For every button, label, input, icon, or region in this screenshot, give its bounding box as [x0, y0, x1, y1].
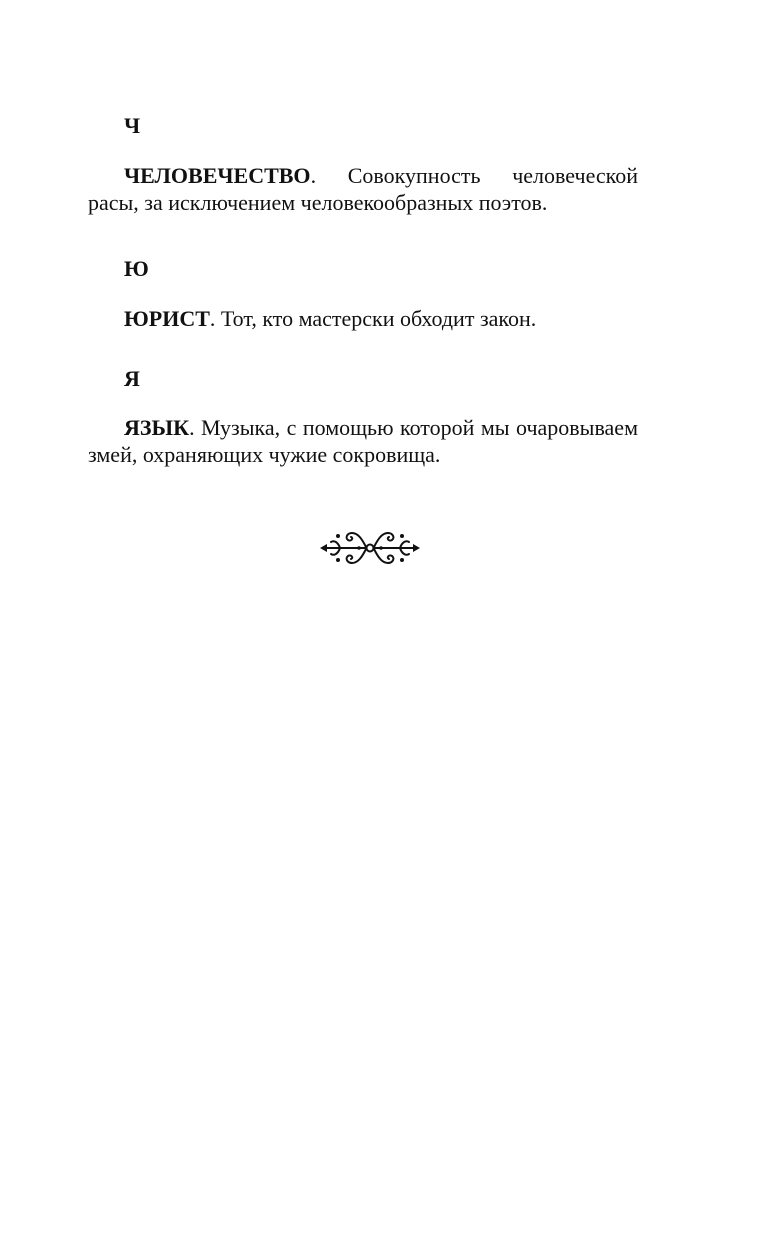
- dictionary-entry-chelovechestvo: [88, 162, 638, 216]
- entry-definition: . Совокупность человеческой расы, за исключением человекообразных поэтов.: [88, 163, 638, 215]
- entry-term: ЮРИСТ: [124, 306, 210, 331]
- dictionary-entry-yazyk: [88, 414, 638, 468]
- section-letter-ya: Я: [124, 366, 140, 391]
- section-letter-yu: Ю: [124, 256, 149, 281]
- entry-definition: . Музыка, с помощью которой мы очаровываем змей, охраняющих чужие сокровища.: [88, 415, 638, 467]
- entry-term: ЯЗЫК: [124, 415, 190, 440]
- dictionary-page: [88, 108, 638, 468]
- dictionary-entry-yurist: [88, 305, 638, 332]
- entry-term: ЧЕЛОВЕЧЕСТВО: [124, 163, 311, 188]
- floral-ornament-icon: [318, 525, 422, 571]
- entry-definition: . Тот, кто мастерски обходит закон.: [209, 306, 537, 331]
- section-letter-ch: Ч: [124, 113, 141, 138]
